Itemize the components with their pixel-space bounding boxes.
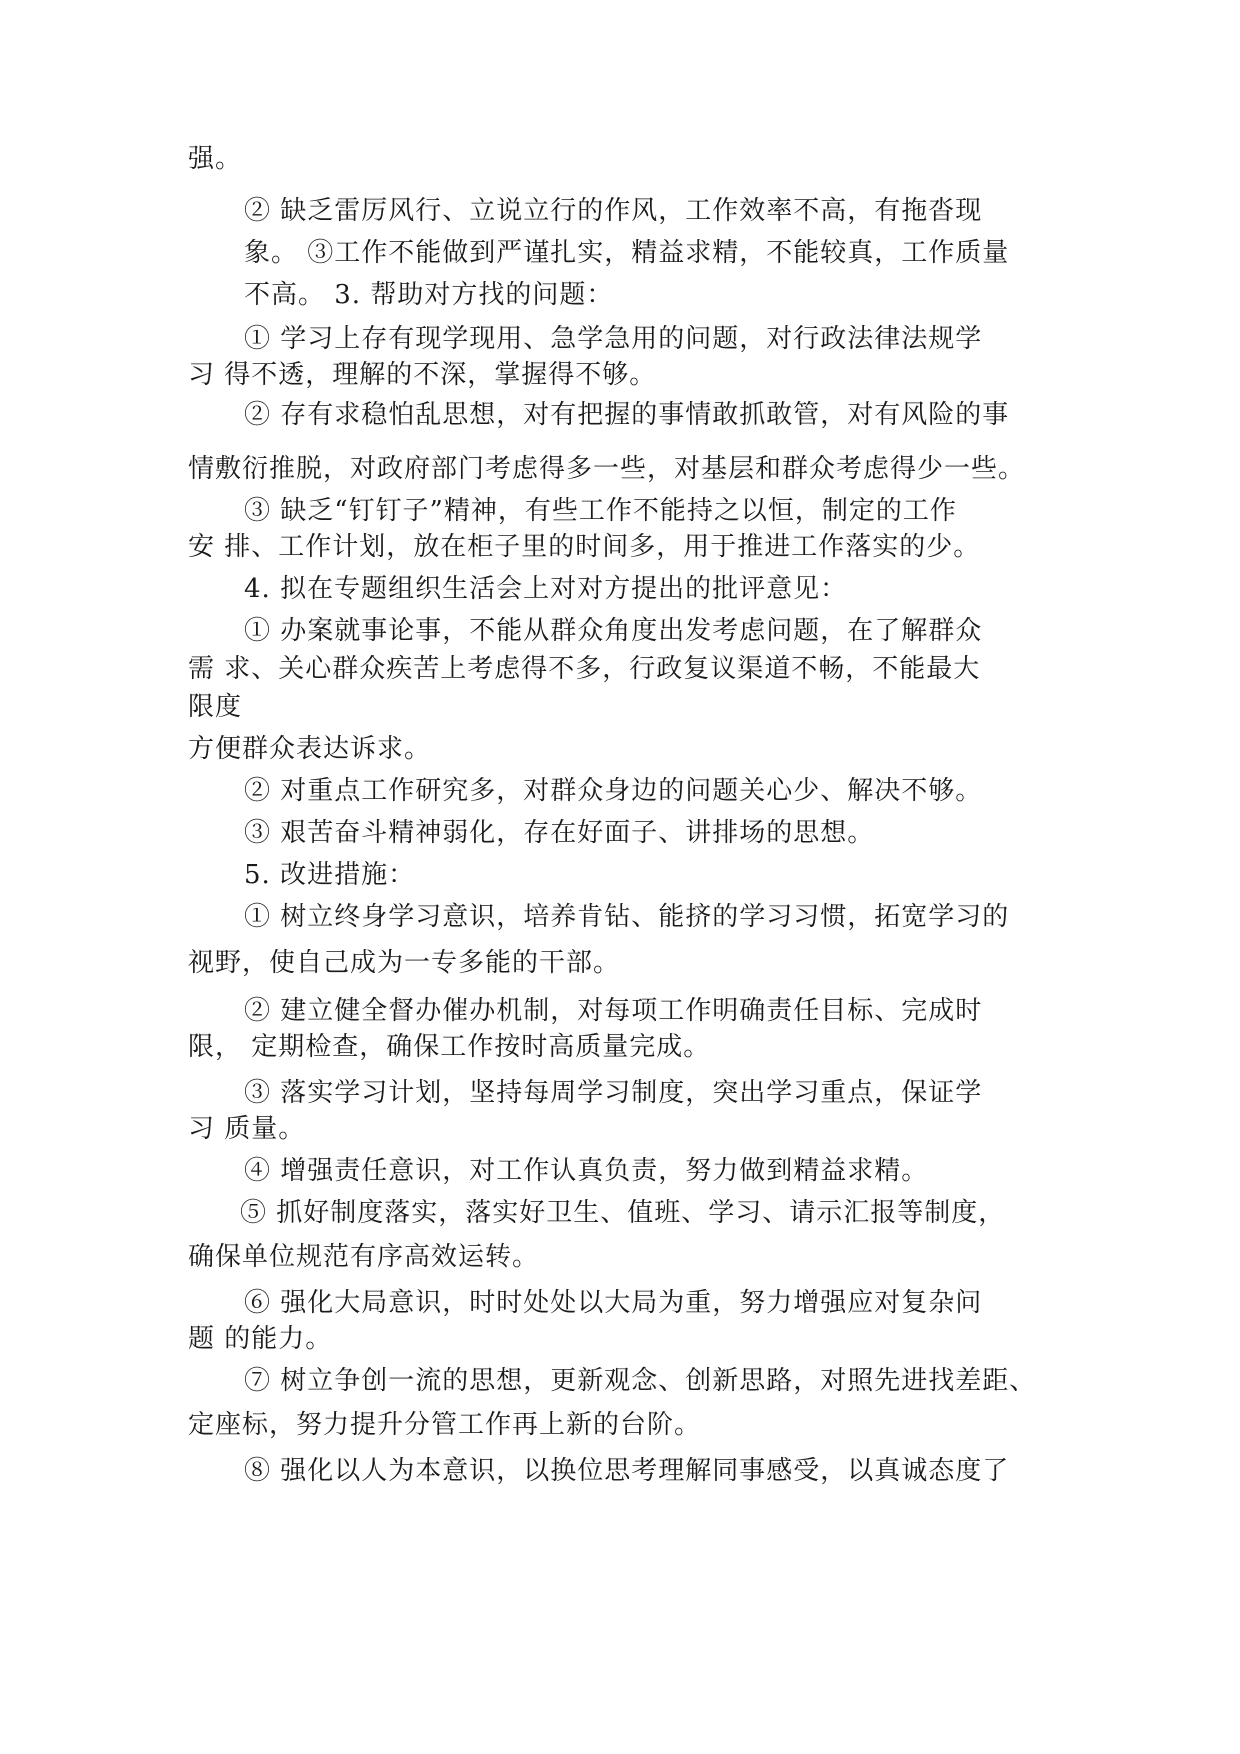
text-line: 定座标，努力提升分管工作再上新的台阶。 [188,1410,702,1440]
text-line: 象。 ③工作不能做到严谨扎实，精益求精，不能较真，工作质量 [244,238,1010,268]
text-line: ② 缺乏雷厉风行、立说立行的作风，工作效率不高，有拖沓现 [244,196,983,226]
text-line: ④ 增强责任意识，对工作认真负责，努力做到精益求精。 [244,1156,929,1186]
text-line: ⑦ 树立争创一流的思想，更新观念、创新思路，对照先进找差距、 [244,1366,1037,1396]
text-line: 确保单位规范有序高效运转。 [188,1242,540,1272]
text-line: 情敷衍推脱，对政府部门考虑得多一些，对基层和群众考虑得少一些。 [188,454,1026,484]
text-line: ③ 落实学习计划，坚持每周学习制度，突出学习重点，保证学 [244,1078,983,1108]
text-line: 方便群众表达诉求。 [188,734,432,764]
text-line: ⑤ 抓好制度落实，落实好卫生、值班、学习、请示汇报等制度， [240,1198,1006,1228]
text-line: ② 存有求稳怕乱思想，对有把握的事情敢抓敢管，对有风险的事 [244,400,1010,430]
text-line: ② 对重点工作研究多，对群众身边的问题关心少、解决不够。 [244,776,983,806]
text-line: 5. 改进措施： [244,860,416,890]
text-line: 安 排、工作计划，放在柜子里的时间多，用于推进工作落实的少。 [188,532,981,562]
text-line: ③ 艰苦奋斗精神弱化，存在好面子、讲排场的思想。 [244,818,875,848]
text-line: 4. 拟在专题组织生活会上对对方提出的批评意见： [244,574,848,604]
text-line: 需 求、关心群众疾苦上考虑得不多，行政复议渠道不畅，不能最大 [188,654,981,684]
text-line: 限度 [188,692,243,722]
text-line: 习 得不透，理解的不深，掌握得不够。 [188,360,657,390]
text-line: 不高。 3. 帮助对方找的问题： [244,280,614,310]
text-line: 视野，使自己成为一专多能的干部。 [188,948,621,978]
text-line: 限， 定期检查，确保工作按时高质量完成。 [188,1032,711,1062]
text-line: ① 树立终身学习意识，培养肯钻、能挤的学习习惯，拓宽学习的 [244,902,1010,932]
text-line: ① 办案就事论事，不能从群众角度出发考虑问题，在了解群众 [244,616,983,646]
text-line: ③ 缺乏“钉钉子”精神，有些工作不能持之以恒，制定的工作 [244,496,957,526]
text-line: ⑧ 强化以人为本意识，以换位思考理解同事感受，以真诚态度了 [244,1456,1010,1486]
text-line: ① 学习上存有现学现用、急学急用的问题，对行政法律法规学 [244,324,983,354]
text-line: 题 的能力。 [188,1324,333,1354]
text-line: ② 建立健全督办催办机制，对每项工作明确责任目标、完成时 [244,996,983,1026]
text-line: ⑥ 强化大局意识，时时处处以大局为重，努力增强应对复杂问 [244,1288,983,1318]
text-line: 习 质量。 [188,1114,306,1144]
text-line: 强。 [188,144,243,174]
